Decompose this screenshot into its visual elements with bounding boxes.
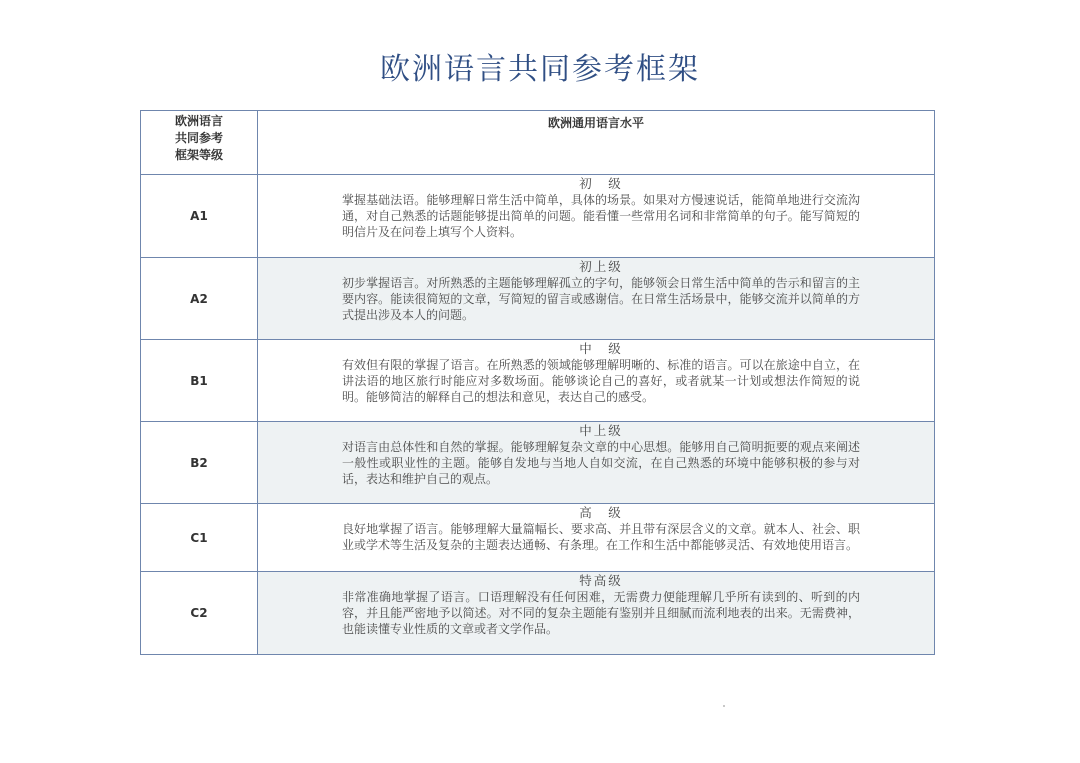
header-level-line: 框架等级 xyxy=(174,148,223,162)
level-description-cell xyxy=(258,340,935,422)
level-description: 良好地掌握了语言。能够理解大量篇幅长、要求高、并且带有深层含义的文章。就本人、社会、职业或学术等生活及复杂的主题表达通畅、有条理。在工作和生活中都能够灵活、有效地使用语言。 xyxy=(342,522,860,552)
table-row xyxy=(141,504,935,572)
table-row xyxy=(141,175,935,258)
table-row xyxy=(141,422,935,504)
level-name: 高 级 xyxy=(579,505,623,520)
level-description-cell xyxy=(258,504,935,572)
level-code: A2 xyxy=(141,258,258,340)
level-code: C2 xyxy=(141,572,258,655)
header-level-line: 共同参考 xyxy=(174,131,223,145)
level-code: B2 xyxy=(141,422,258,504)
table-row xyxy=(141,572,935,655)
table-header-row xyxy=(141,111,935,175)
level-name: 特高级 xyxy=(579,573,623,588)
level-name: 初上级 xyxy=(579,259,623,274)
header-description-column: 欧洲通用语言水平 xyxy=(258,111,935,175)
page-title: 欧洲语言共同参考框架 xyxy=(380,52,700,87)
table-row xyxy=(141,258,935,340)
level-description-cell xyxy=(258,422,935,504)
header-level-column xyxy=(141,111,258,175)
header-level-line: 欧洲语言 xyxy=(174,114,223,128)
level-description: 有效但有限的掌握了语言。在所熟悉的领域能够理解明晰的、标准的语言。可以在旅途中自立，在讲法语的地区旅行时能应对多数场面。能够谈论自己的喜好，或者就某一计划或想法作简短的说明。能够简洁的解释自己的想法和意见，表达自己的感受。 xyxy=(342,358,860,404)
cefr-table xyxy=(140,110,935,655)
level-name: 中上级 xyxy=(579,423,623,438)
level-description: 非常准确地掌握了语言。口语理解没有任何困难，无需费力便能理解几乎所有读到的、听到的内容，并且能严密地予以简述。对不同的复杂主题能有鉴别并且细腻而流利地表的出来。无需费神，也能读懂专业性质的文章或者文学作品。 xyxy=(342,590,860,636)
level-description-cell xyxy=(258,258,935,340)
level-description: 掌握基础法语。能够理解日常生活中简单，具体的场景。如果对方慢速说话，能简单地进行交流沟通，对自己熟悉的话题能够提出简单的问题。能看懂一些常用名词和非常简单的句子。能写简短的明信片及在问卷上填写个人资料。 xyxy=(342,193,860,239)
level-name: 初 级 xyxy=(579,176,623,191)
level-description: 对语言由总体性和自然的掌握。能够理解复杂文章的中心思想。能够用自己简明扼要的观点来阐述一般性或职业性的主题。能够自发地与当地人自如交流，在自己熟悉的环境中能够积极的参与对话，表达和维护自己的观点。 xyxy=(342,440,860,486)
level-code: C1 xyxy=(141,504,258,572)
table-row xyxy=(141,340,935,422)
level-description: 初步掌握语言。对所熟悉的主题能够理解孤立的字句，能够领会日常生活中简单的告示和留言的主要内容。能读很简短的文章，写简短的留言或感谢信。在日常生活场景中，能够交流并以简单的方式提出涉及本人的问题。 xyxy=(342,276,860,322)
level-code: B1 xyxy=(141,340,258,422)
level-code: A1 xyxy=(141,175,258,258)
scan-speck xyxy=(723,705,725,707)
level-description-cell xyxy=(258,572,935,655)
level-name: 中 级 xyxy=(579,341,623,356)
level-description-cell xyxy=(258,175,935,258)
